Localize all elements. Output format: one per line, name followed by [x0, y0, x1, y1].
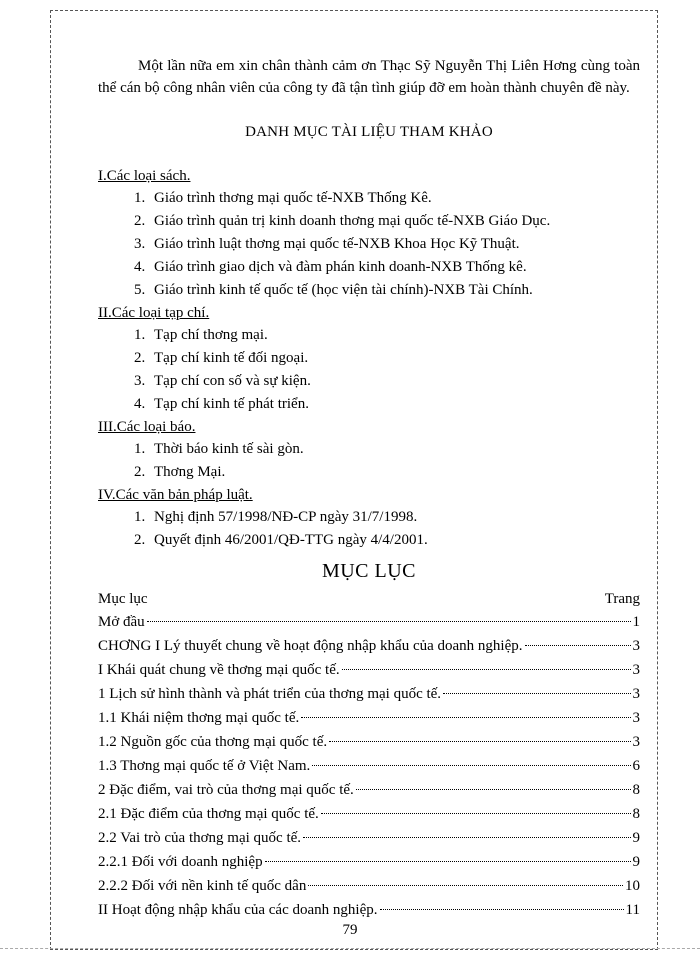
reference-item-number: 1. — [134, 441, 146, 457]
reference-item — [98, 529, 640, 552]
toc-header — [98, 588, 640, 610]
reference-section-title: II.Các loại tạp chí. — [98, 305, 210, 321]
reference-item-number: 2. — [134, 213, 146, 229]
toc-row — [98, 610, 640, 634]
thanks-paragraph: Một lần nữa em xin chân thành cảm ơn Thạc Sỹ Nguyễn Thị Liên Hơng cùng toàn thể cán bộ công nhân viên của công ty đã tận tình giúp đỡ em hoàn thành chuyên đề này. — [98, 58, 640, 96]
toc-entry-label: 2.1 Đặc điểm của thơng mại quốc tế. — [98, 806, 319, 822]
toc-entry-label: I Khái quát chung về thơng mại quốc tế. — [98, 662, 340, 678]
reference-item-number: 1. — [134, 327, 146, 343]
reference-item-text: Giáo trình giao dịch và đàm phán kinh doanh-NXB Thống kê. — [154, 259, 527, 275]
toc-row — [98, 874, 640, 898]
toc-leader-dots — [525, 645, 631, 646]
toc-entry-label: Mở đầu — [98, 614, 145, 630]
toc-entry-label: II Hoạt động nhập khẩu của các doanh nghiệp. — [98, 902, 378, 918]
reference-items — [98, 506, 640, 552]
reference-item — [98, 438, 640, 461]
reference-item — [98, 233, 640, 256]
reference-item — [98, 347, 640, 370]
reference-item-text: Thơng Mại. — [154, 464, 226, 480]
toc-entry-page: 3 — [632, 710, 640, 726]
toc-entry-page: 8 — [632, 806, 640, 822]
reference-item-text: Giáo trình luật thơng mại quốc tế-NXB Khoa Học Kỹ Thuật. — [154, 236, 520, 252]
toc-row — [98, 802, 640, 826]
reference-section-title: IV.Các văn bản pháp luật. — [98, 487, 253, 503]
toc-entry-page: 1 — [632, 614, 640, 630]
reference-item — [98, 370, 640, 393]
reference-item-number: 2. — [134, 532, 146, 548]
toc-entry-page: 3 — [632, 638, 640, 654]
toc-header-right: Trang — [604, 591, 640, 607]
toc-leader-dots — [356, 789, 631, 790]
reference-item — [98, 279, 640, 302]
reference-item-number: 4. — [134, 259, 146, 275]
reference-item — [98, 256, 640, 279]
toc-entry-label: 2 Đặc điểm, vai trò của thơng mại quốc tế. — [98, 782, 354, 798]
toc-entry-page: 8 — [632, 782, 640, 798]
toc-entry-page: 3 — [632, 734, 640, 750]
reference-item-number: 1. — [134, 190, 146, 206]
reference-item — [98, 393, 640, 416]
reference-item-number: 2. — [134, 464, 146, 480]
reference-item-text: Nghị định 57/1998/NĐ-CP ngày 31/7/1998. — [154, 509, 418, 525]
reference-item-text: Giáo trình quản trị kinh doanh thơng mại quốc tế-NXB Giáo Dục. — [154, 213, 551, 229]
reference-item — [98, 324, 640, 347]
reference-item-text: Tạp chí kinh tế phát triển. — [154, 396, 309, 412]
toc-entry-label: 1.3 Thơng mại quốc tế ở Việt Nam. — [98, 758, 311, 774]
toc-row — [98, 634, 640, 658]
toc-entry-page: 9 — [632, 830, 640, 846]
toc-entry-label: 1 Lịch sử hình thành và phát triển của thơng mại quốc tế. — [98, 686, 442, 702]
reference-item-number: 4. — [134, 396, 146, 412]
toc-row — [98, 754, 640, 778]
toc-leader-dots — [342, 669, 631, 670]
toc-row — [98, 898, 640, 922]
toc-header-left: Mục lục — [98, 591, 148, 607]
reference-item-text: Tạp chí con số và sự kiện. — [154, 373, 311, 389]
toc-leader-dots — [329, 741, 630, 742]
page-number: 79 — [342, 922, 358, 938]
reference-section-title: I.Các loại sách. — [98, 168, 191, 184]
toc-row — [98, 730, 640, 754]
toc-leader-dots — [303, 837, 630, 838]
reference-item-number: 3. — [134, 373, 146, 389]
reference-item-text: Quyết định 46/2001/QĐ-TTG ngày 4/4/2001. — [154, 532, 428, 548]
toc-row — [98, 826, 640, 850]
toc-entry-label: CHƠNG I Lý thuyết chung về hoạt động nhập khẩu của doanh nghiệp. — [98, 638, 523, 654]
reference-item — [98, 210, 640, 233]
toc-row — [98, 706, 640, 730]
reference-item — [98, 461, 640, 484]
reference-item-number: 5. — [134, 282, 146, 298]
toc-leader-dots — [301, 717, 630, 718]
reference-item-text: Giáo trình thơng mại quốc tế-NXB Thống Kê. — [154, 190, 432, 206]
toc-leader-dots — [147, 621, 631, 622]
document-body — [98, 55, 640, 922]
toc-leader-dots — [380, 909, 624, 910]
reference-item — [98, 187, 640, 210]
toc-row — [98, 850, 640, 874]
toc-leader-dots — [443, 693, 630, 694]
reference-item-number: 1. — [134, 509, 146, 525]
reference-item — [98, 506, 640, 529]
toc-row — [98, 658, 640, 682]
references-list — [98, 165, 640, 552]
toc-entry-page: 9 — [632, 854, 640, 870]
toc-entry-page: 11 — [625, 902, 640, 918]
reference-item-text: Giáo trình kinh tế quốc tế (học viện tài chính)-NXB Tài Chính. — [154, 282, 533, 298]
reference-item-text: Thời báo kinh tế sài gòn. — [154, 441, 304, 457]
toc-entry-page: 3 — [632, 662, 640, 678]
reference-item-text: Tạp chí thơng mại. — [154, 327, 268, 343]
references-heading: DANH MỤC TÀI LIỆU THAM KHẢO — [245, 124, 493, 140]
toc-entry-page: 6 — [632, 758, 640, 774]
reference-items — [98, 187, 640, 302]
toc-leader-dots — [321, 813, 631, 814]
toc-leader-dots — [265, 861, 631, 862]
reference-items — [98, 438, 640, 484]
toc-row — [98, 682, 640, 706]
toc-entry-label: 2.2.2 Đối với nền kinh tế quốc dân — [98, 878, 307, 894]
toc-entry-label: 2.2.1 Đối với doanh nghiệp — [98, 854, 263, 870]
toc-entry-page: 3 — [632, 686, 640, 702]
toc-entry-label: 1.2 Nguồn gốc của thơng mại quốc tế. — [98, 734, 328, 750]
reference-item-text: Tạp chí kinh tế đối ngoại. — [154, 350, 309, 366]
toc-title: MỤC LỤC — [321, 560, 417, 582]
reference-item-number: 3. — [134, 236, 146, 252]
reference-section-title: III.Các loại báo. — [98, 419, 196, 435]
reference-items — [98, 324, 640, 416]
page-break-line — [0, 948, 700, 949]
toc-leader-dots — [312, 765, 630, 766]
toc-row — [98, 778, 640, 802]
toc-entry-page: 10 — [625, 878, 640, 894]
toc-entry-label: 2.2 Vai trò của thơng mại quốc tế. — [98, 830, 302, 846]
reference-item-number: 2. — [134, 350, 146, 366]
toc-entry-label: 1.1 Khái niệm thơng mại quốc tế. — [98, 710, 300, 726]
toc-leader-dots — [308, 885, 623, 886]
toc-list — [98, 610, 640, 922]
